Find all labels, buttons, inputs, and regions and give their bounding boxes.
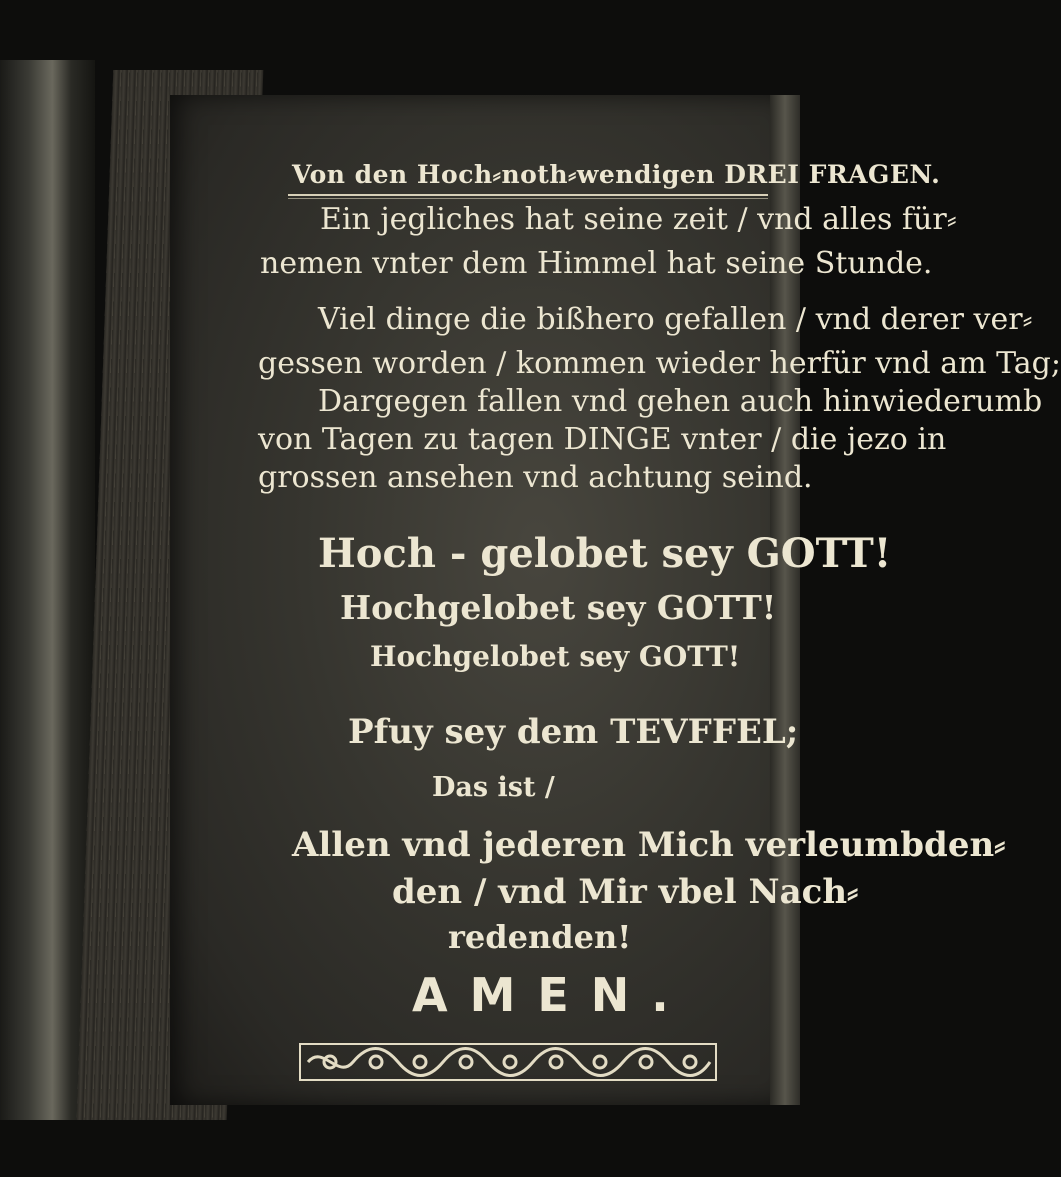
- paragraph2-line4: von Tagen zu tagen DINGE vnter / die jezo in: [258, 422, 947, 457]
- ornament-scroll-band: [298, 1040, 718, 1084]
- paragraph1-line2: nemen vnter dem Himmel hat seine Stunde.: [260, 246, 933, 281]
- closing-line1: Allen vnd jederen Mich verleumbden⸗: [292, 825, 1006, 865]
- paragraph2-line1: Viel dinge die bißhero gefallen / vnd derer ver⸗: [318, 302, 1033, 337]
- page-header-title: Von den Hoch⸗noth⸗wendigen DREI FRAGEN.: [292, 160, 941, 189]
- praise-line1: Hoch - gelobet sey GOTT!: [318, 530, 892, 577]
- paragraph2-line5: grossen ansehen vnd achtung seind.: [258, 460, 813, 495]
- book-cover-edge: [0, 60, 95, 1120]
- paragraph1-line1: Ein jegliches hat seine zeit / vnd alles für⸗: [320, 202, 957, 237]
- header-rule: [288, 194, 768, 196]
- praise-line2: Hochgelobet sey GOTT!: [340, 588, 777, 627]
- closing-line2: den / vnd Mir vbel Nach⸗: [392, 872, 859, 912]
- curse-line2: Das ist /: [432, 772, 555, 803]
- paragraph2-line3: Dargegen fallen vnd gehen auch hinwiederumb: [318, 384, 1043, 419]
- amen-text: AMEN.: [412, 968, 691, 1022]
- paragraph2-line2: gessen worden / kommen wieder herfür vnd am Tag;: [258, 346, 1061, 381]
- closing-line3: redenden!: [448, 918, 632, 956]
- curse-line1: Pfuy sey dem TEVFFEL;: [348, 712, 799, 752]
- praise-line3: Hochgelobet sey GOTT!: [370, 640, 741, 673]
- header-rule-second: [288, 198, 768, 199]
